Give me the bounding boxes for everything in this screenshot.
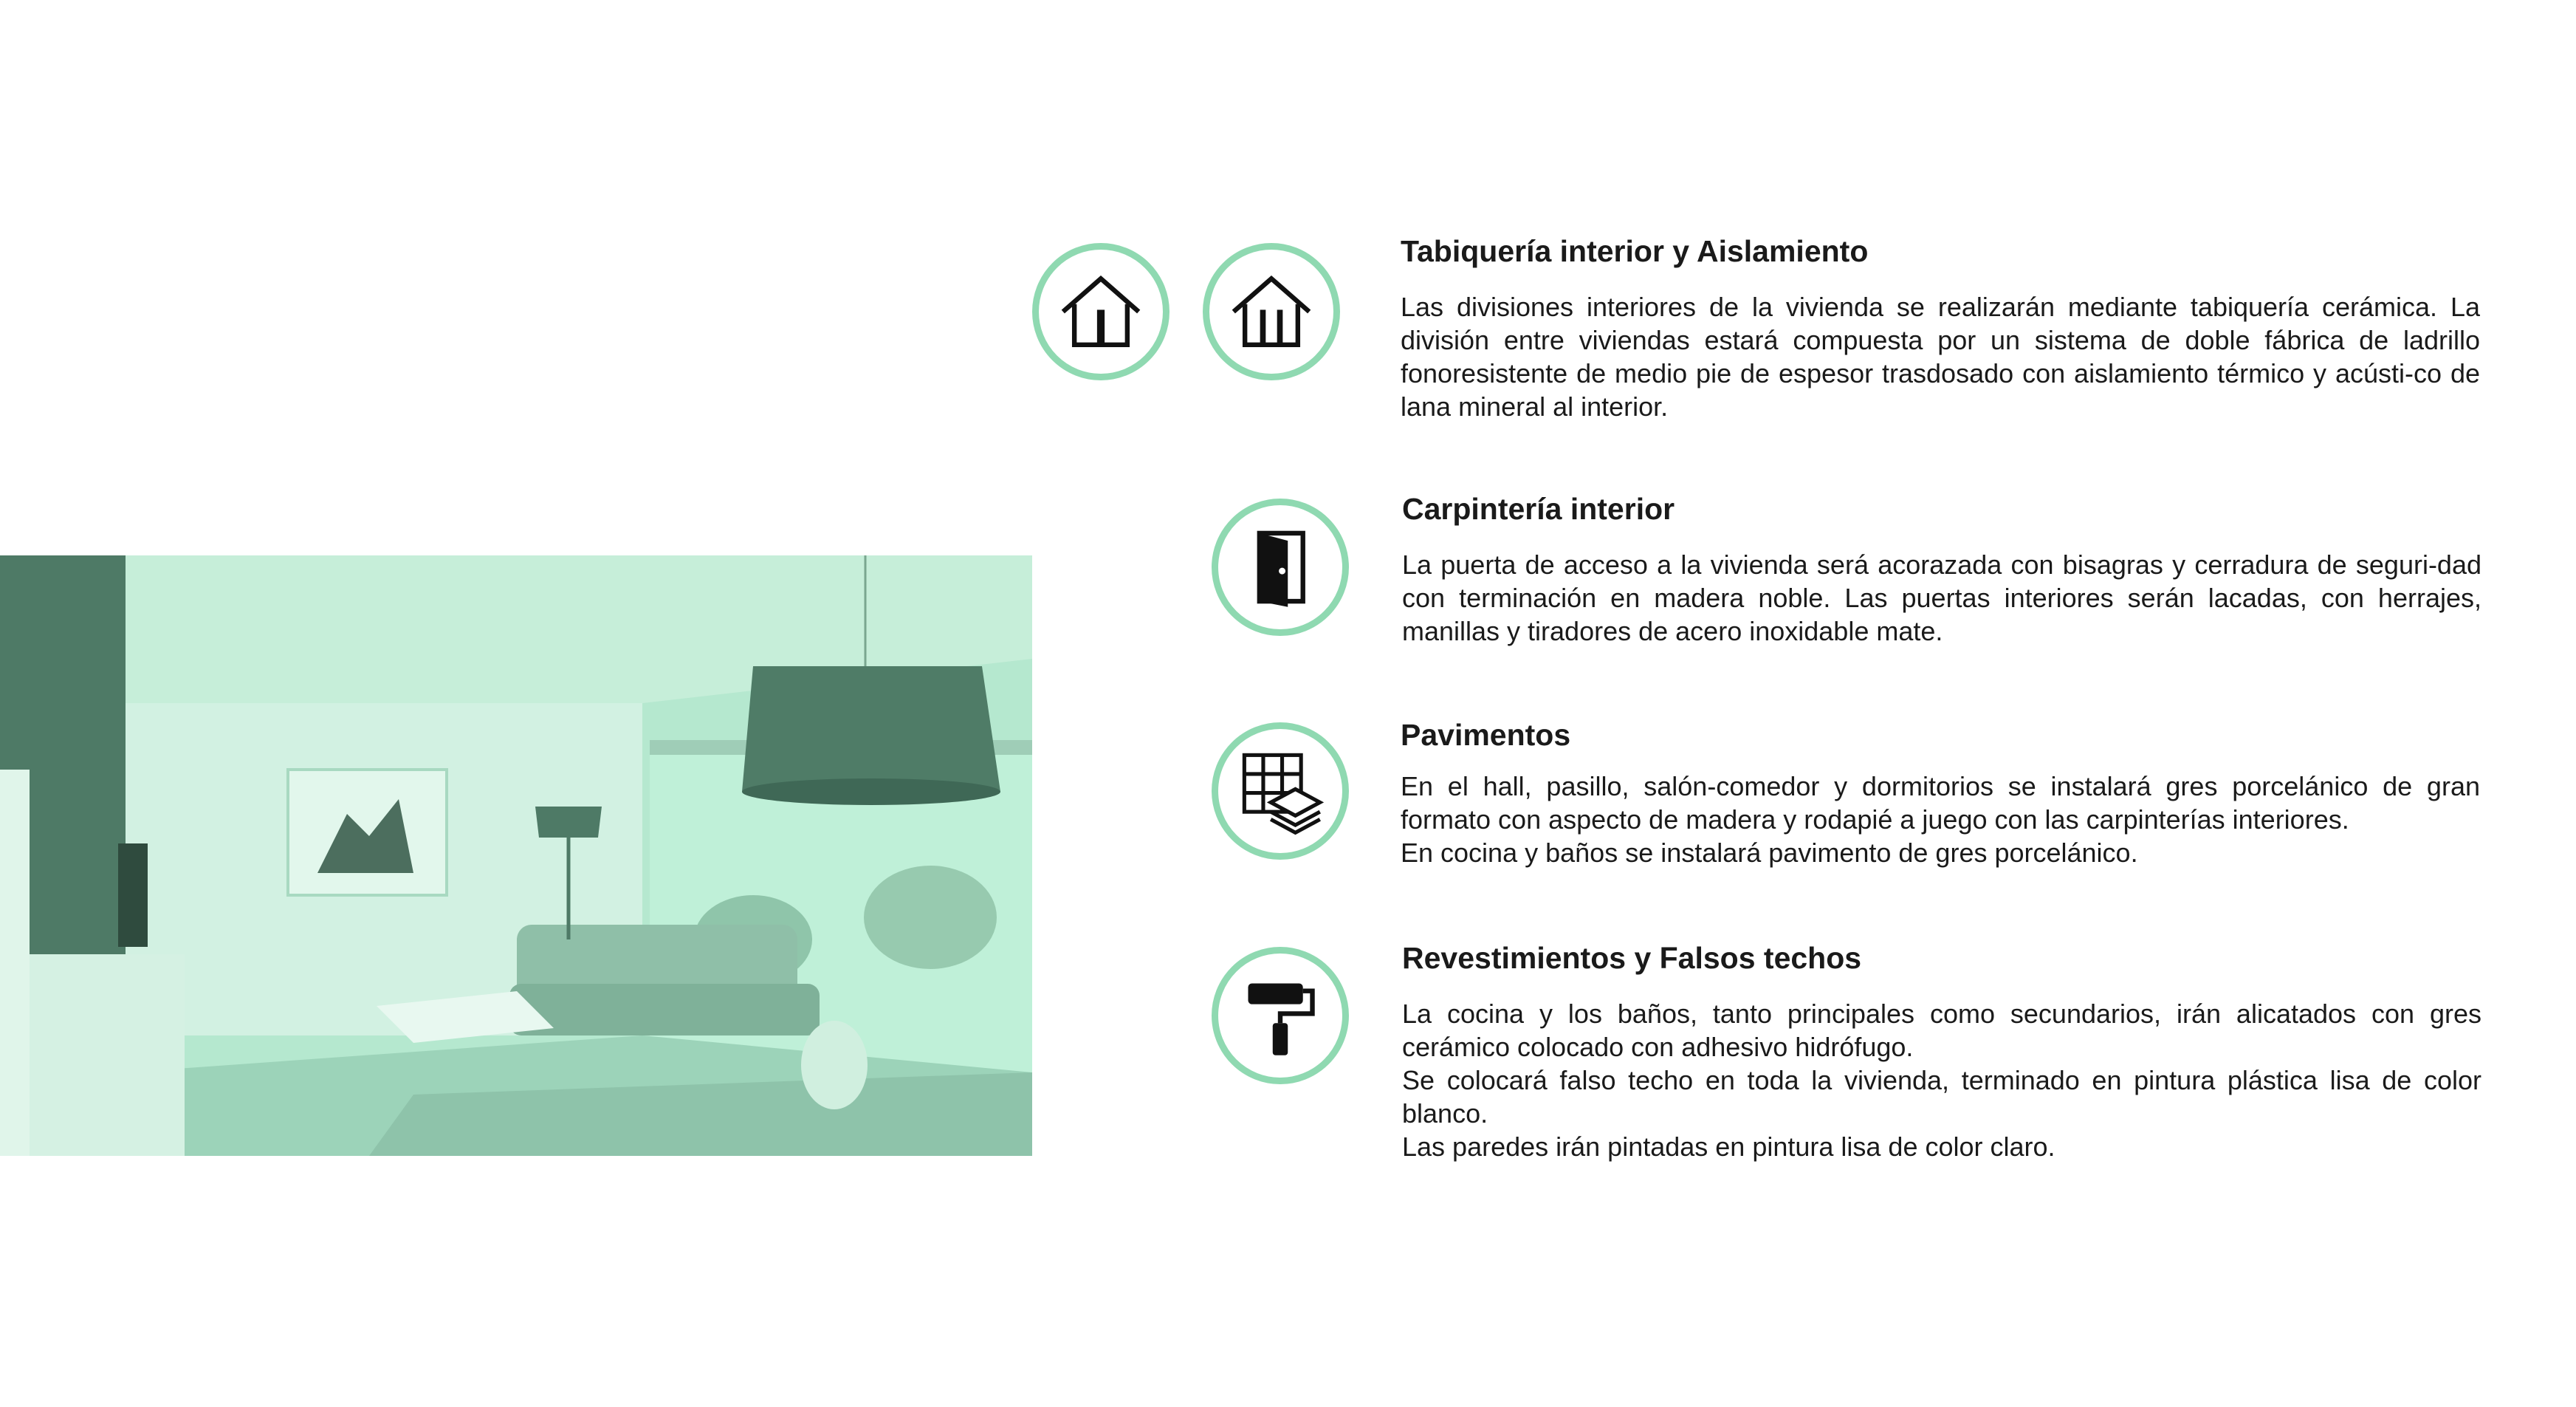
section-paragraph: Las paredes irán pintadas en pintura lisa de color claro.: [1402, 1132, 2055, 1162]
section-paragraph: Se colocará falso techo en toda la vivienda, terminado en pintura plástica lisa de color blanco.: [1402, 1065, 2481, 1129]
tiles-icon: [1233, 744, 1328, 838]
section-title: Tabiquería interior y Aislamiento: [1401, 234, 1869, 268]
section-title: Pavimentos: [1401, 718, 1571, 752]
paint-roller-icon-circle: [1212, 947, 1349, 1084]
house-double-wall-icon-circle: [1203, 243, 1340, 380]
house-double-wall-icon: [1224, 264, 1319, 359]
section-paragraph: En cocina y baños se instalará pavimento de gres porcelánico.: [1401, 838, 2138, 868]
tiles-icon-circle: [1212, 722, 1349, 860]
paint-roller-icon: [1233, 968, 1328, 1063]
house-icon-circle: [1032, 243, 1169, 380]
section-paragraph: En el hall, pasillo, salón-comedor y dormitorios se instalará gres porcelánico de gran formato con aspecto de madera y rodapié a juego con las carpinterías interiores.: [1401, 771, 2480, 835]
section-pavimentos: [1401, 716, 2480, 869]
section-revestimientos: [1402, 939, 2481, 1163]
section-body: [1401, 770, 2480, 869]
section-body: [1402, 548, 2481, 648]
section-title: Revestimientos y Falsos techos: [1402, 941, 1862, 975]
section-title: Carpintería interior: [1402, 492, 1675, 526]
door-icon-circle: [1212, 499, 1349, 636]
section-paragraph: La cocina y los baños, tanto principales como secundarios, irán alicatados con gres cerámico colocado con adhesivo hidrófugo.: [1402, 999, 2481, 1062]
section-carpinteria: [1402, 490, 2481, 648]
house-icon: [1054, 264, 1148, 359]
door-icon: [1233, 520, 1328, 615]
section-paragraph: La puerta de acceso a la vivienda será acorazada con bisagras y cerradura de seguri-dad con terminación en madera noble. Las puertas interiores serán lacadas, con herrajes, manillas y tiradores de acero inoxidable mate.: [1402, 550, 2481, 646]
section-paragraph: Las divisiones interiores de la vivienda se realizarán mediante tabiquería cerámica. La división entre viviendas estará compuesta por un sistema de doble fábrica de ladrillo fonoresistente de medio pie de espesor trasdosado con aislamiento térmico y acústi-co de lana mineral al interior.: [1401, 292, 2480, 422]
section-body: [1401, 290, 2480, 423]
living-room-photo: [0, 555, 1032, 1156]
section-tabiqueria: [1401, 233, 2480, 423]
section-body: [1402, 997, 2481, 1163]
